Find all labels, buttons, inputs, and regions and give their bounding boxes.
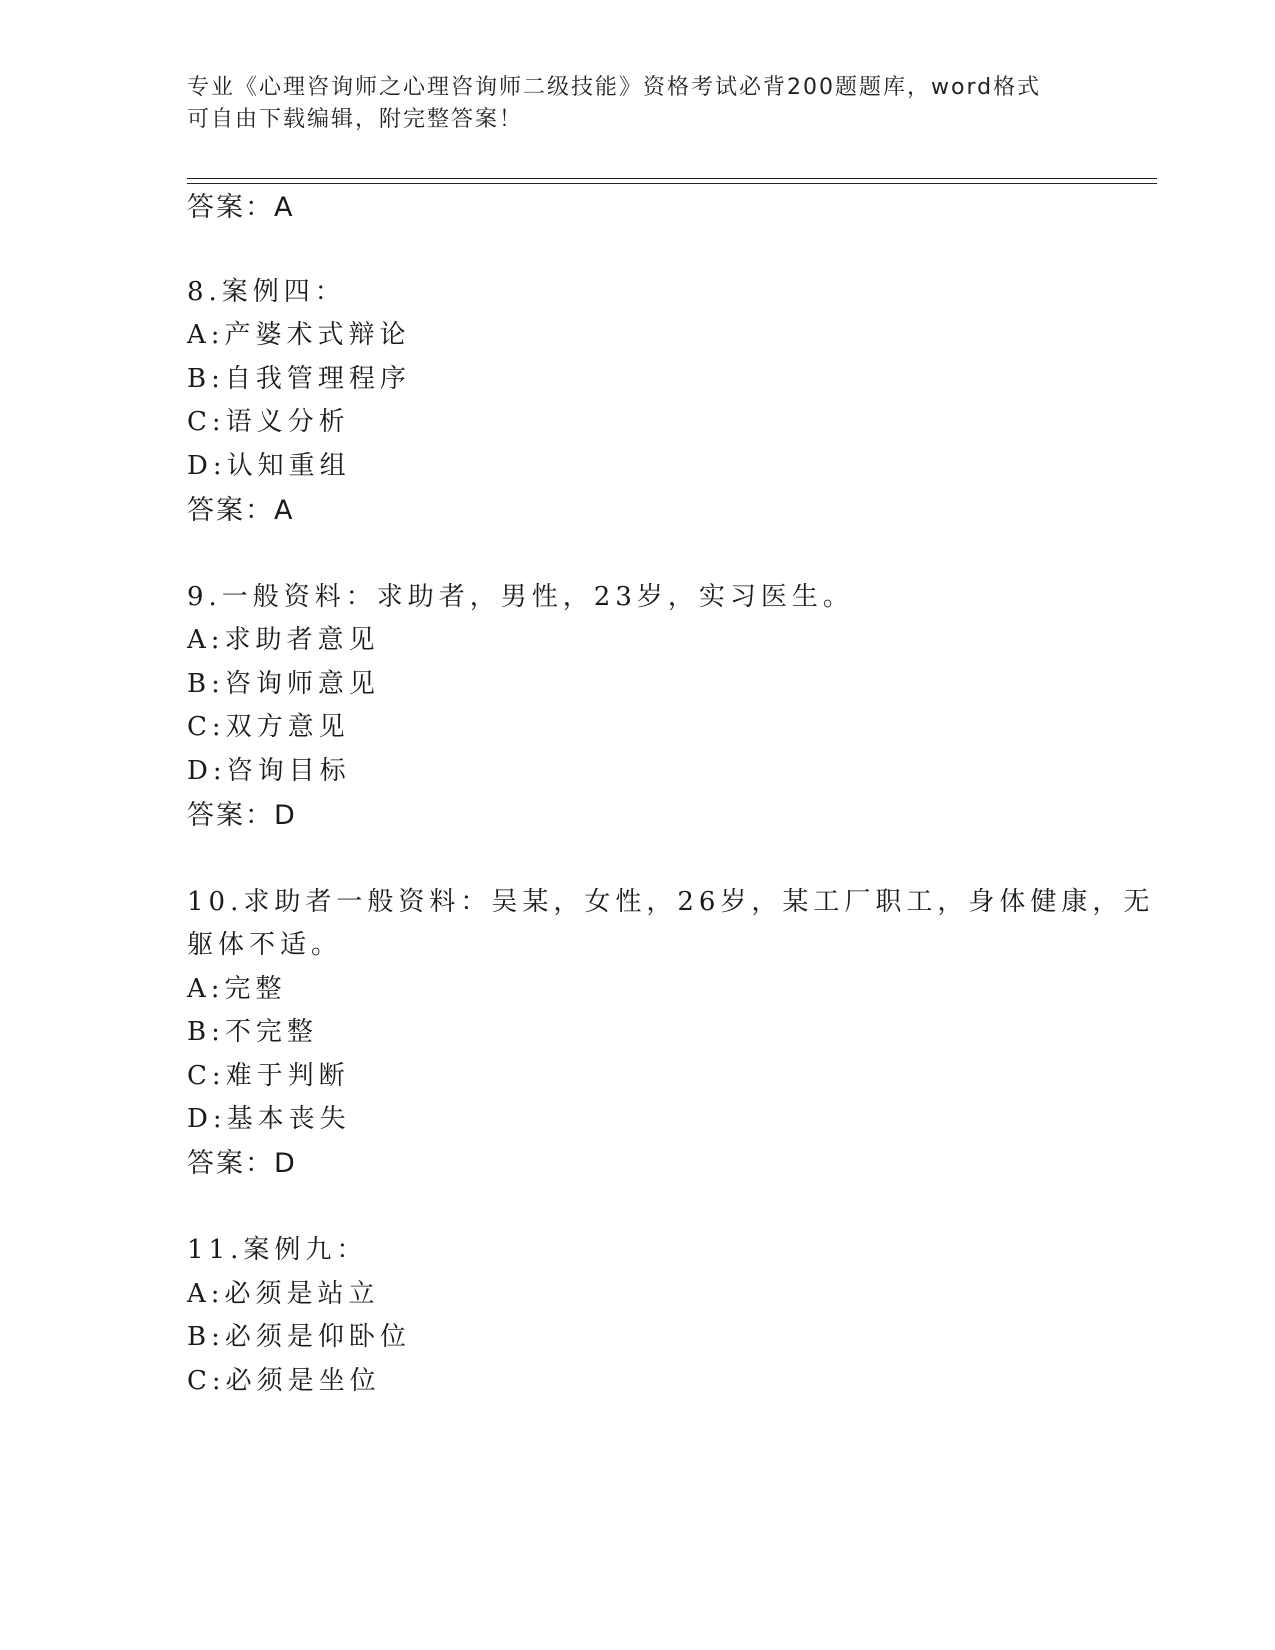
header-line-1: 专业《心理咨询师之心理咨询师二级技能》资格考试必背200题题库，word格式 xyxy=(187,75,1042,100)
question-11-option-c: C:必须是坐位 xyxy=(187,1366,381,1396)
question-10-stem-line-1: 10.求助者一般资料：吴某，女性，26岁，某工厂职工，身体健康，无 xyxy=(187,887,1155,917)
question-10-option-d: D:基本丧失 xyxy=(187,1104,351,1134)
question-11-option-a: A:必须是站立 xyxy=(187,1279,380,1309)
document-header xyxy=(187,72,1087,136)
question-11-stem: 11.案例九： xyxy=(187,1235,368,1265)
question-10-option-a: A:完整 xyxy=(187,974,287,1004)
header-rule-bottom xyxy=(187,183,1157,184)
question-8-stem: 8.案例四： xyxy=(187,277,346,307)
question-10-option-c: C:难于判断 xyxy=(187,1061,350,1091)
question-9-stem: 9.一般资料：求助者，男性，23岁，实习医生。 xyxy=(187,582,854,612)
question-9-answer: 答案：D xyxy=(187,800,297,831)
question-9-option-a: A:求助者意见 xyxy=(187,625,380,655)
header-line-2: 可自由下载编辑，附完整答案！ xyxy=(187,107,524,132)
question-9-option-d: D:咨询目标 xyxy=(187,756,351,786)
question-10-answer: 答案：D xyxy=(187,1148,297,1179)
question-11-option-b: B:必须是仰卧位 xyxy=(187,1322,411,1352)
question-9-option-c: C:双方意见 xyxy=(187,712,350,742)
question-8-option-a: A:产婆术式辩论 xyxy=(187,320,411,350)
question-8-option-d: D:认知重组 xyxy=(187,451,351,481)
question-10-option-b: B:不完整 xyxy=(187,1017,318,1047)
question-8-answer: 答案：A xyxy=(187,495,295,526)
question-10-stem-line-2: 躯体不适。 xyxy=(187,930,343,960)
answer-previous: 答案：A xyxy=(187,192,295,223)
header-rule-top xyxy=(187,178,1157,179)
question-8-option-b: B:自我管理程序 xyxy=(187,364,411,394)
question-9-option-b: B:咨询师意见 xyxy=(187,669,380,699)
question-8-option-c: C:语义分析 xyxy=(187,407,350,437)
